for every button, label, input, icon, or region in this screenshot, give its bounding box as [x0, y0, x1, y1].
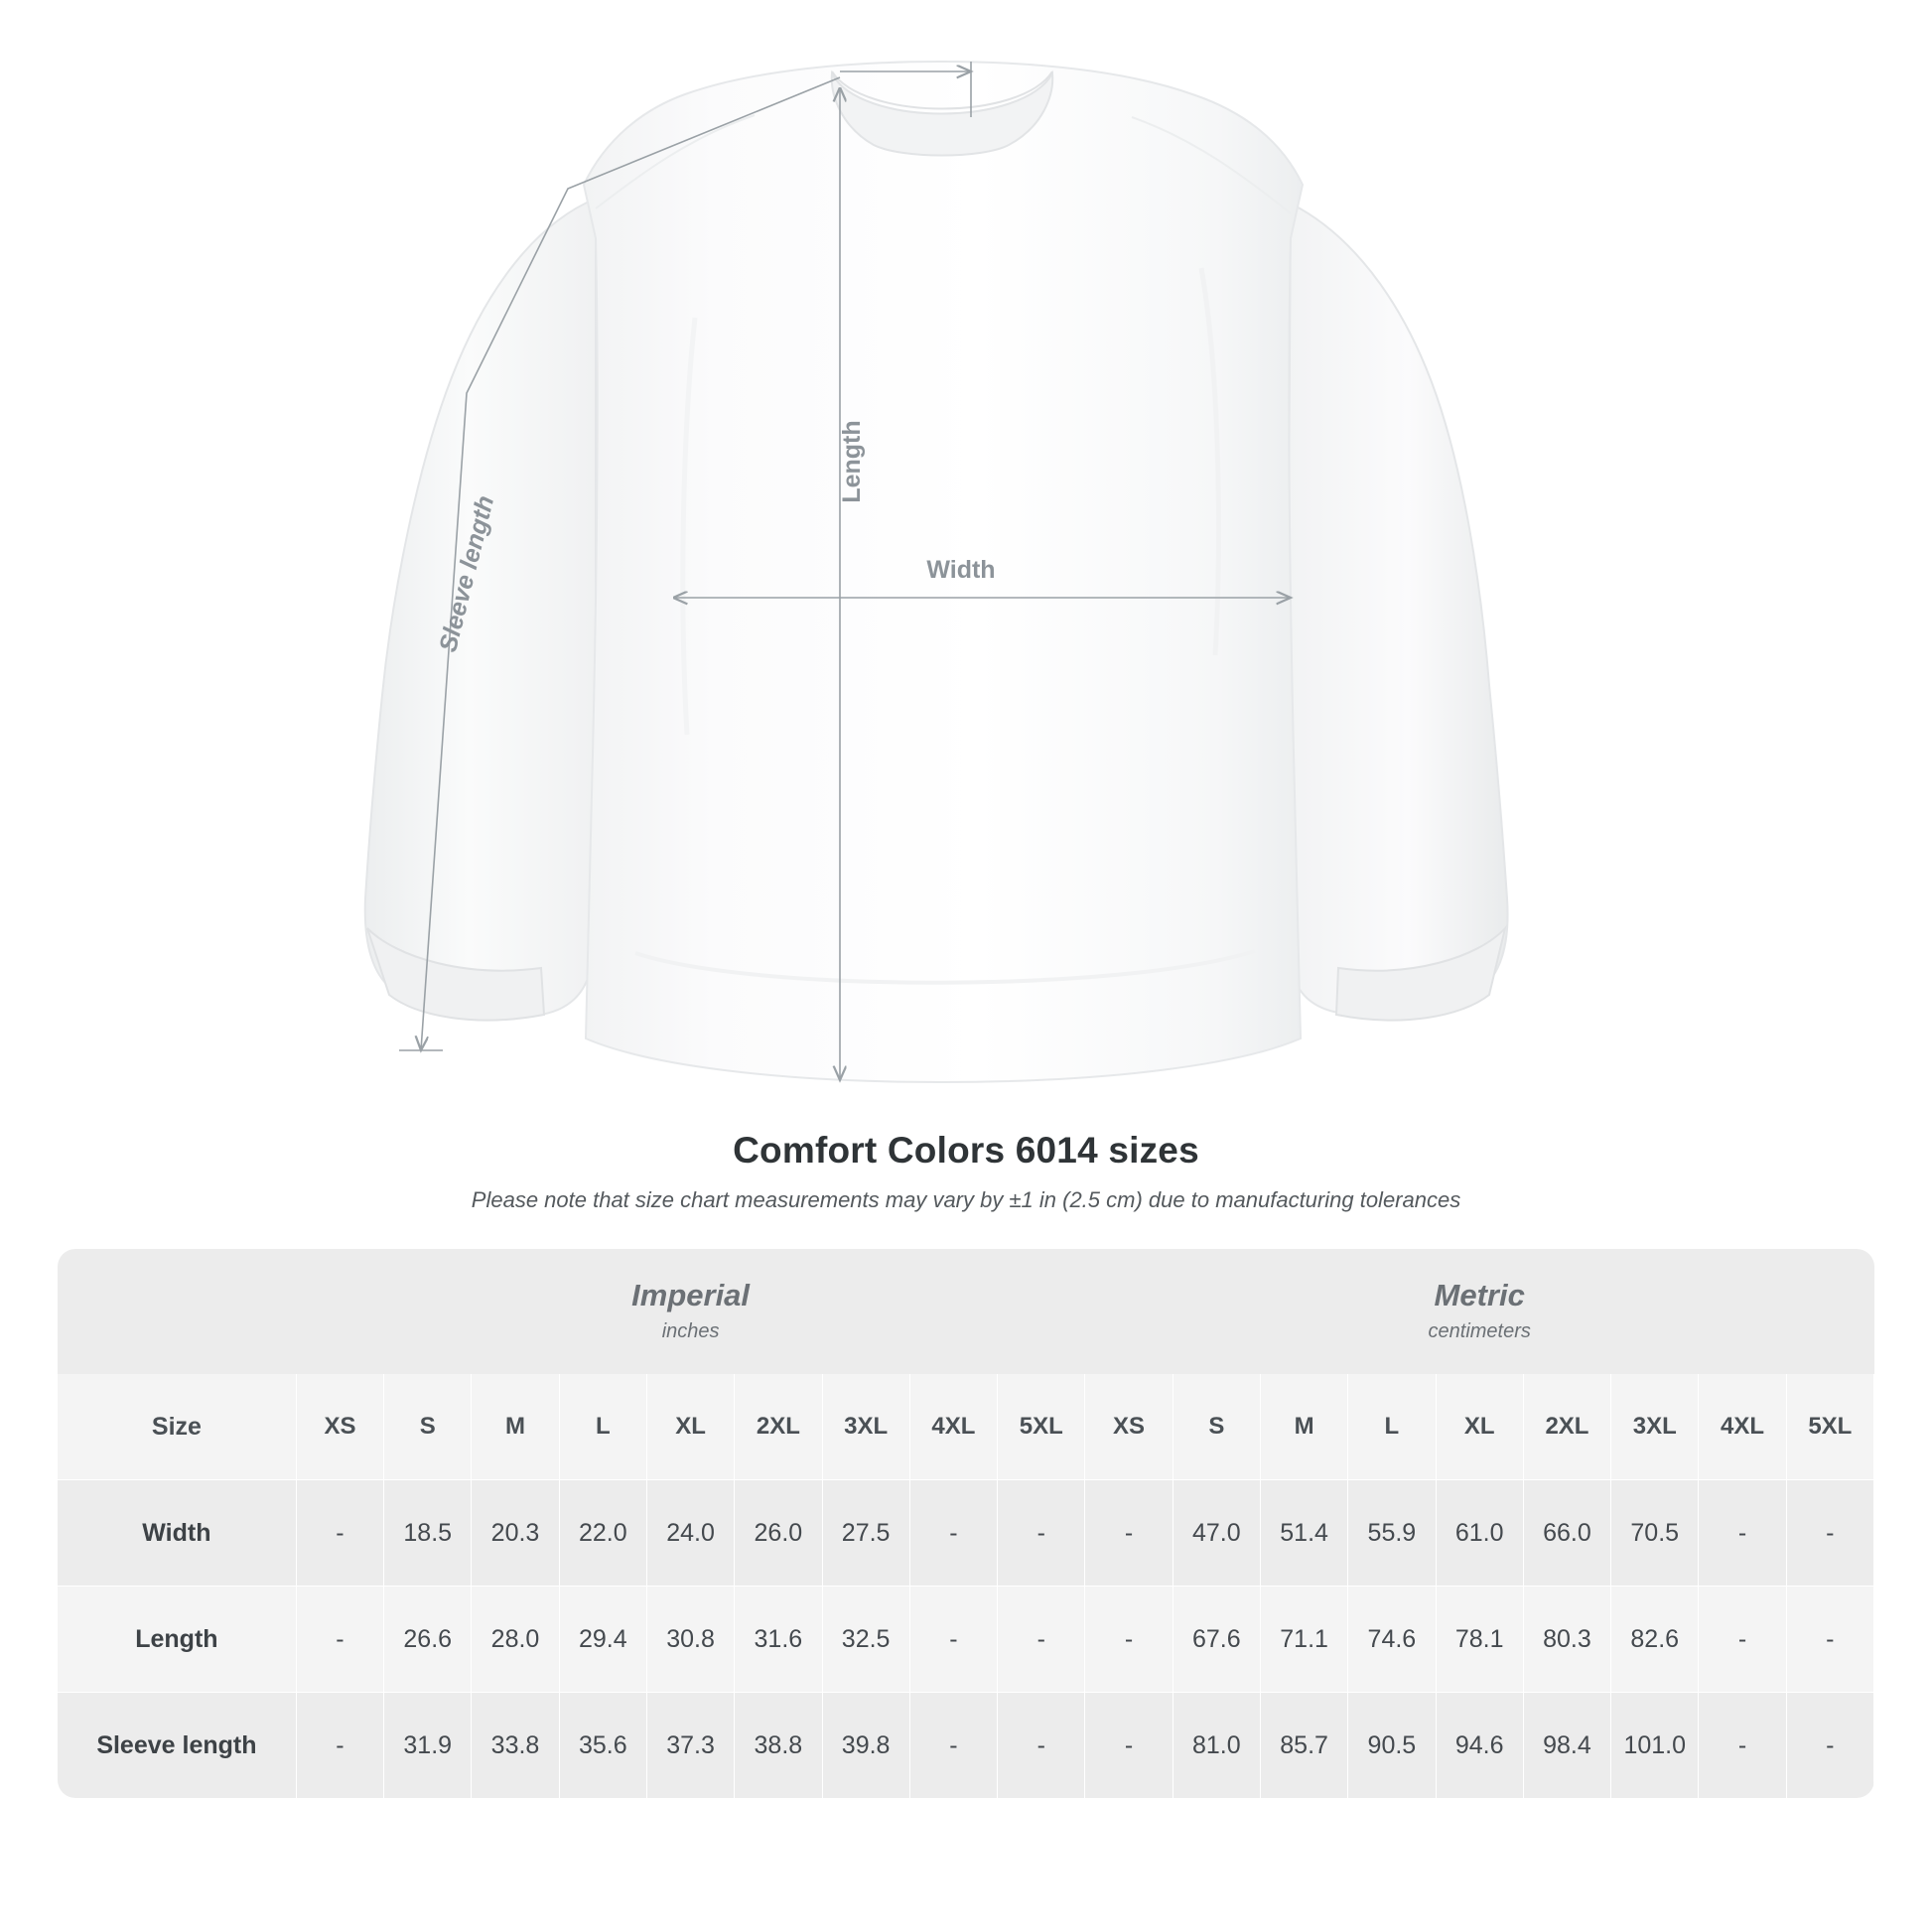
size-table [58, 1249, 1874, 1798]
header-imperial-2xl: 2XL [735, 1374, 822, 1480]
header-imperial-3xl: 3XL [822, 1374, 909, 1480]
cell-sleeve-imperial-xs: - [296, 1693, 383, 1799]
table-row [58, 1693, 1874, 1799]
header-metric-l: L [1348, 1374, 1436, 1480]
header-imperial-xl: XL [646, 1374, 734, 1480]
header-metric-s: S [1173, 1374, 1260, 1480]
cell-sleeve-imperial-s: 31.9 [384, 1693, 472, 1799]
header-size-label: Size [58, 1374, 296, 1480]
cell-length-metric-2xl: 80.3 [1523, 1587, 1610, 1693]
cell-sleeve-imperial-5xl: - [998, 1693, 1085, 1799]
header-imperial-4xl: 4XL [909, 1374, 997, 1480]
table-row [58, 1587, 1874, 1693]
cell-length-imperial-2xl: 31.6 [735, 1587, 822, 1693]
header-imperial-m: M [472, 1374, 559, 1480]
cell-length-metric-3xl: 82.6 [1611, 1587, 1699, 1693]
cell-width-imperial-3xl: 27.5 [822, 1480, 909, 1587]
cell-sleeve-imperial-m: 33.8 [472, 1693, 559, 1799]
header-metric-3xl: 3XL [1611, 1374, 1699, 1480]
cell-width-imperial-2xl: 26.0 [735, 1480, 822, 1587]
header-metric-xs: XS [1085, 1374, 1173, 1480]
header-imperial-xs: XS [296, 1374, 383, 1480]
cell-length-imperial-xl: 30.8 [646, 1587, 734, 1693]
cell-sleeve-metric-4xl: - [1699, 1693, 1786, 1799]
cell-length-imperial-l: 29.4 [559, 1587, 646, 1693]
cell-length-imperial-5xl: - [998, 1587, 1085, 1693]
row-label-width: Width [58, 1480, 296, 1587]
label-sleeve-length: Sleeve length [434, 492, 500, 655]
cell-width-metric-xl: 61.0 [1436, 1480, 1523, 1587]
cell-length-imperial-s: 26.6 [384, 1587, 472, 1693]
header-imperial-s: S [384, 1374, 472, 1480]
cell-sleeve-metric-l: 90.5 [1348, 1693, 1436, 1799]
cell-sleeve-metric-xs: - [1085, 1693, 1173, 1799]
unit-imperial [296, 1249, 1085, 1374]
cell-width-imperial-5xl: - [998, 1480, 1085, 1587]
table-row [58, 1480, 1874, 1587]
cell-sleeve-metric-m: 85.7 [1260, 1693, 1347, 1799]
header-metric-xl: XL [1436, 1374, 1523, 1480]
cell-sleeve-metric-3xl: 101.0 [1611, 1693, 1699, 1799]
unit-metric [1085, 1249, 1874, 1374]
cell-sleeve-imperial-2xl: 38.8 [735, 1693, 822, 1799]
row-label-length: Length [58, 1587, 296, 1693]
cell-length-metric-m: 71.1 [1260, 1587, 1347, 1693]
cell-width-metric-3xl: 70.5 [1611, 1480, 1699, 1587]
unit-header-row [58, 1249, 1874, 1374]
cell-sleeve-imperial-3xl: 39.8 [822, 1693, 909, 1799]
header-metric-5xl: 5XL [1786, 1374, 1873, 1480]
cell-width-imperial-s: 18.5 [384, 1480, 472, 1587]
unit-imperial-name: Imperial [631, 1278, 751, 1313]
unit-spacer [58, 1249, 296, 1374]
cell-sleeve-imperial-l: 35.6 [559, 1693, 646, 1799]
cell-sleeve-metric-5xl: - [1786, 1693, 1873, 1799]
title-block [0, 1130, 1932, 1213]
cell-length-imperial-3xl: 32.5 [822, 1587, 909, 1693]
cell-width-imperial-m: 20.3 [472, 1480, 559, 1587]
cell-sleeve-imperial-4xl: - [909, 1693, 997, 1799]
cell-width-metric-l: 55.9 [1348, 1480, 1436, 1587]
unit-imperial-sub: inches [661, 1319, 720, 1342]
header-imperial-l: L [559, 1374, 646, 1480]
cell-length-metric-l: 74.6 [1348, 1587, 1436, 1693]
tolerance-note: Please note that size chart measurements may vary by ±1 in (2.5 cm) due to manufacturing tolerances [471, 1187, 1461, 1212]
cell-sleeve-imperial-xl: 37.3 [646, 1693, 734, 1799]
header-metric-m: M [1260, 1374, 1347, 1480]
cell-width-metric-2xl: 66.0 [1523, 1480, 1610, 1587]
cell-length-imperial-xs: - [296, 1587, 383, 1693]
unit-metric-sub: centimeters [1428, 1319, 1531, 1342]
header-metric-2xl: 2XL [1523, 1374, 1610, 1480]
cell-width-metric-xs: - [1085, 1480, 1173, 1587]
cell-width-metric-m: 51.4 [1260, 1480, 1347, 1587]
cell-sleeve-metric-2xl: 98.4 [1523, 1693, 1610, 1799]
label-length: Length [838, 420, 866, 503]
cell-width-metric-4xl: - [1699, 1480, 1786, 1587]
cell-width-metric-5xl: - [1786, 1480, 1873, 1587]
unit-metric-name: Metric [1434, 1278, 1525, 1313]
size-table-wrap [58, 1249, 1874, 1798]
label-width: Width [926, 556, 996, 584]
cell-length-metric-4xl: - [1699, 1587, 1786, 1693]
cell-width-imperial-xl: 24.0 [646, 1480, 734, 1587]
header-imperial-5xl: 5XL [998, 1374, 1085, 1480]
header-metric-4xl: 4XL [1699, 1374, 1786, 1480]
row-label-sleeve-length: Sleeve length [58, 1693, 296, 1799]
cell-width-imperial-4xl: - [909, 1480, 997, 1587]
cell-length-imperial-4xl: - [909, 1587, 997, 1693]
cell-width-imperial-l: 22.0 [559, 1480, 646, 1587]
cell-width-imperial-xs: - [296, 1480, 383, 1587]
cell-length-imperial-m: 28.0 [472, 1587, 559, 1693]
cell-sleeve-metric-xl: 94.6 [1436, 1693, 1523, 1799]
cell-length-metric-xs: - [1085, 1587, 1173, 1693]
cell-length-metric-s: 67.6 [1173, 1587, 1260, 1693]
size-header-row [58, 1374, 1874, 1480]
page-title: Comfort Colors 6014 sizes [733, 1130, 1199, 1171]
cell-length-metric-5xl: - [1786, 1587, 1873, 1693]
cell-sleeve-metric-s: 81.0 [1173, 1693, 1260, 1799]
cell-width-metric-s: 47.0 [1173, 1480, 1260, 1587]
cell-length-metric-xl: 78.1 [1436, 1587, 1523, 1693]
